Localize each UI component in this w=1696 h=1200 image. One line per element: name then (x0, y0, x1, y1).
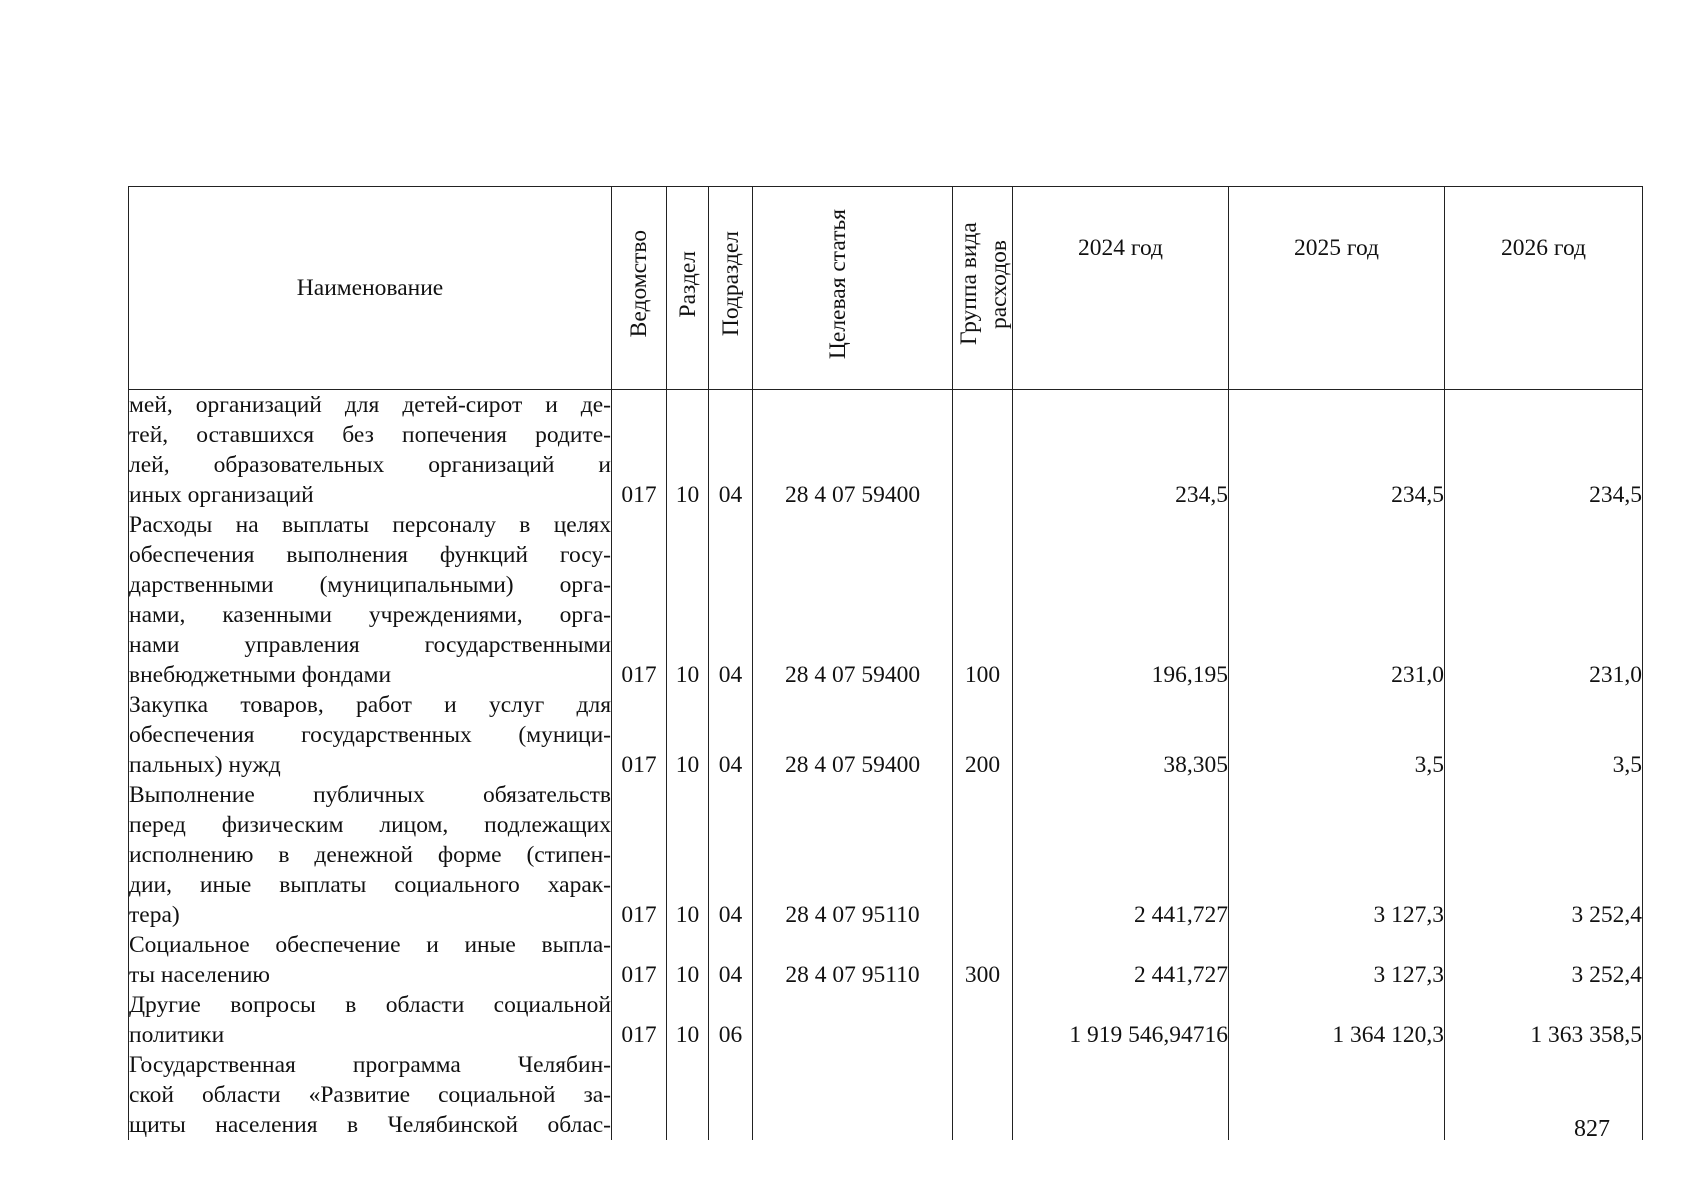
row-target-article: 28 4 07 59400 (753, 510, 953, 690)
row-value-2025: 231,0 (1229, 510, 1445, 690)
name-line: исполнению в денежной форме (стипен- (129, 842, 611, 868)
row-value-2026: 3 252,4 (1445, 930, 1643, 990)
header-year-2025: 2025 год (1229, 187, 1445, 390)
name-line: Выполнение публичных обязательств (129, 782, 611, 808)
row-name (129, 780, 612, 930)
row-value-2026: 3,5 (1445, 690, 1643, 780)
row-value-2024: 38,305 (1013, 690, 1229, 780)
row-value-2024: 196,195 (1013, 510, 1229, 690)
name-line: обеспечения государственных (муници- (129, 722, 611, 748)
name-line: дии, иные выплаты социального харак- (129, 872, 611, 898)
row-name (129, 930, 612, 990)
row-expense-group (953, 390, 1013, 511)
row-value-2025: 1 364 120,3 (1229, 990, 1445, 1050)
row-department: 017 (612, 780, 667, 930)
row-subsection: 04 (709, 510, 753, 690)
header-row (129, 187, 1643, 390)
row-subsection: 04 (709, 930, 753, 990)
name-line: лей, образовательных организаций и (129, 452, 611, 478)
table-row (129, 930, 1643, 990)
name-line: ты населению (129, 962, 270, 988)
empty-cell (667, 1050, 709, 1140)
row-expense-group (953, 780, 1013, 930)
row-name (129, 390, 612, 511)
empty-cell (953, 1050, 1013, 1140)
row-expense-group: 100 (953, 510, 1013, 690)
empty-cell (612, 1050, 667, 1140)
row-section: 10 (667, 780, 709, 930)
name-line: иных организаций (129, 482, 314, 508)
row-expense-group (953, 990, 1013, 1050)
header-name: Наименование (129, 187, 612, 390)
name-line: Расходы на выплаты персоналу в целях (129, 512, 611, 538)
row-department: 017 (612, 390, 667, 511)
page-number: 827 (1574, 1116, 1610, 1142)
name-line: нами, казенными учреждениями, орга- (129, 602, 611, 628)
table-row (129, 510, 1643, 690)
header-expense-group: Группа вида расходов (953, 187, 1013, 390)
row-target-article (753, 990, 953, 1050)
name-line: щиты населения в Челябинской облас- (129, 1112, 611, 1138)
header-target-article: Целевая статья (753, 187, 953, 390)
name-line: перед физическим лицом, подлежащих (129, 812, 611, 838)
row-department: 017 (612, 510, 667, 690)
name-line: политики (129, 1022, 225, 1048)
row-section: 10 (667, 390, 709, 511)
row-target-article: 28 4 07 59400 (753, 690, 953, 780)
name-line: Другие вопросы в области социальной (129, 992, 611, 1018)
row-name (129, 510, 612, 690)
row-value-2024: 1 919 546,94716 (1013, 990, 1229, 1050)
table-row (129, 780, 1643, 930)
header-year-2024: 2024 год (1013, 187, 1229, 390)
header-year-2026: 2026 год (1445, 187, 1643, 390)
row-section: 10 (667, 930, 709, 990)
name-line: дарственными (муниципальными) орга- (129, 572, 611, 598)
name-line: ской области «Развитие социальной за- (129, 1082, 611, 1108)
row-value-2025: 3 127,3 (1229, 930, 1445, 990)
row-value-2025: 234,5 (1229, 390, 1445, 511)
row-subsection: 04 (709, 690, 753, 780)
empty-cell (1445, 1050, 1643, 1140)
row-target-article: 28 4 07 95110 (753, 780, 953, 930)
row-section: 10 (667, 510, 709, 690)
name-line: нами управления государственными (129, 632, 611, 658)
table-row (129, 390, 1643, 511)
row-value-2024: 2 441,727 (1013, 930, 1229, 990)
empty-cell (753, 1050, 953, 1140)
row-name (129, 690, 612, 780)
name-line: Социальное обеспечение и иные выпла- (129, 932, 611, 958)
table-body (129, 390, 1643, 1141)
name-line: тей, оставшихся без попечения родите- (129, 422, 611, 448)
name-line: обеспечения выполнения функций госу- (129, 542, 611, 568)
name-line: тера) (129, 902, 180, 928)
name-line: Закупка товаров, работ и услуг для (129, 692, 611, 718)
table-row (129, 690, 1643, 780)
name-line: пальных) нужд (129, 752, 281, 778)
row-value-2024: 2 441,727 (1013, 780, 1229, 930)
budget-table (128, 186, 1643, 1140)
table-row (129, 990, 1643, 1050)
table-row-continued (129, 1050, 1643, 1140)
row-subsection: 04 (709, 390, 753, 511)
row-target-article: 28 4 07 95110 (753, 930, 953, 990)
empty-cell (1229, 1050, 1445, 1140)
row-section: 10 (667, 690, 709, 780)
empty-cell (1013, 1050, 1229, 1140)
row-subsection: 04 (709, 780, 753, 930)
row-value-2026: 3 252,4 (1445, 780, 1643, 930)
name-line: внебюджетными фондами (129, 662, 392, 688)
row-department: 017 (612, 690, 667, 780)
row-value-2026: 1 363 358,5 (1445, 990, 1643, 1050)
header-department: Ведомство (612, 187, 667, 390)
row-name (129, 1050, 612, 1140)
row-value-2026: 234,5 (1445, 390, 1643, 511)
name-line: мей, организаций для детей-сирот и де- (129, 392, 611, 418)
row-subsection: 06 (709, 990, 753, 1050)
row-department: 017 (612, 930, 667, 990)
empty-cell (709, 1050, 753, 1140)
row-department: 017 (612, 990, 667, 1050)
row-value-2025: 3 127,3 (1229, 780, 1445, 930)
header-section: Раздел (667, 187, 709, 390)
row-value-2024: 234,5 (1013, 390, 1229, 511)
row-name (129, 990, 612, 1050)
header-subsection: Подраздел (709, 187, 753, 390)
row-value-2025: 3,5 (1229, 690, 1445, 780)
row-expense-group: 300 (953, 930, 1013, 990)
row-expense-group: 200 (953, 690, 1013, 780)
row-section: 10 (667, 990, 709, 1050)
name-line: Государственная программа Челябин- (129, 1052, 611, 1078)
row-target-article: 28 4 07 59400 (753, 390, 953, 511)
row-value-2026: 231,0 (1445, 510, 1643, 690)
